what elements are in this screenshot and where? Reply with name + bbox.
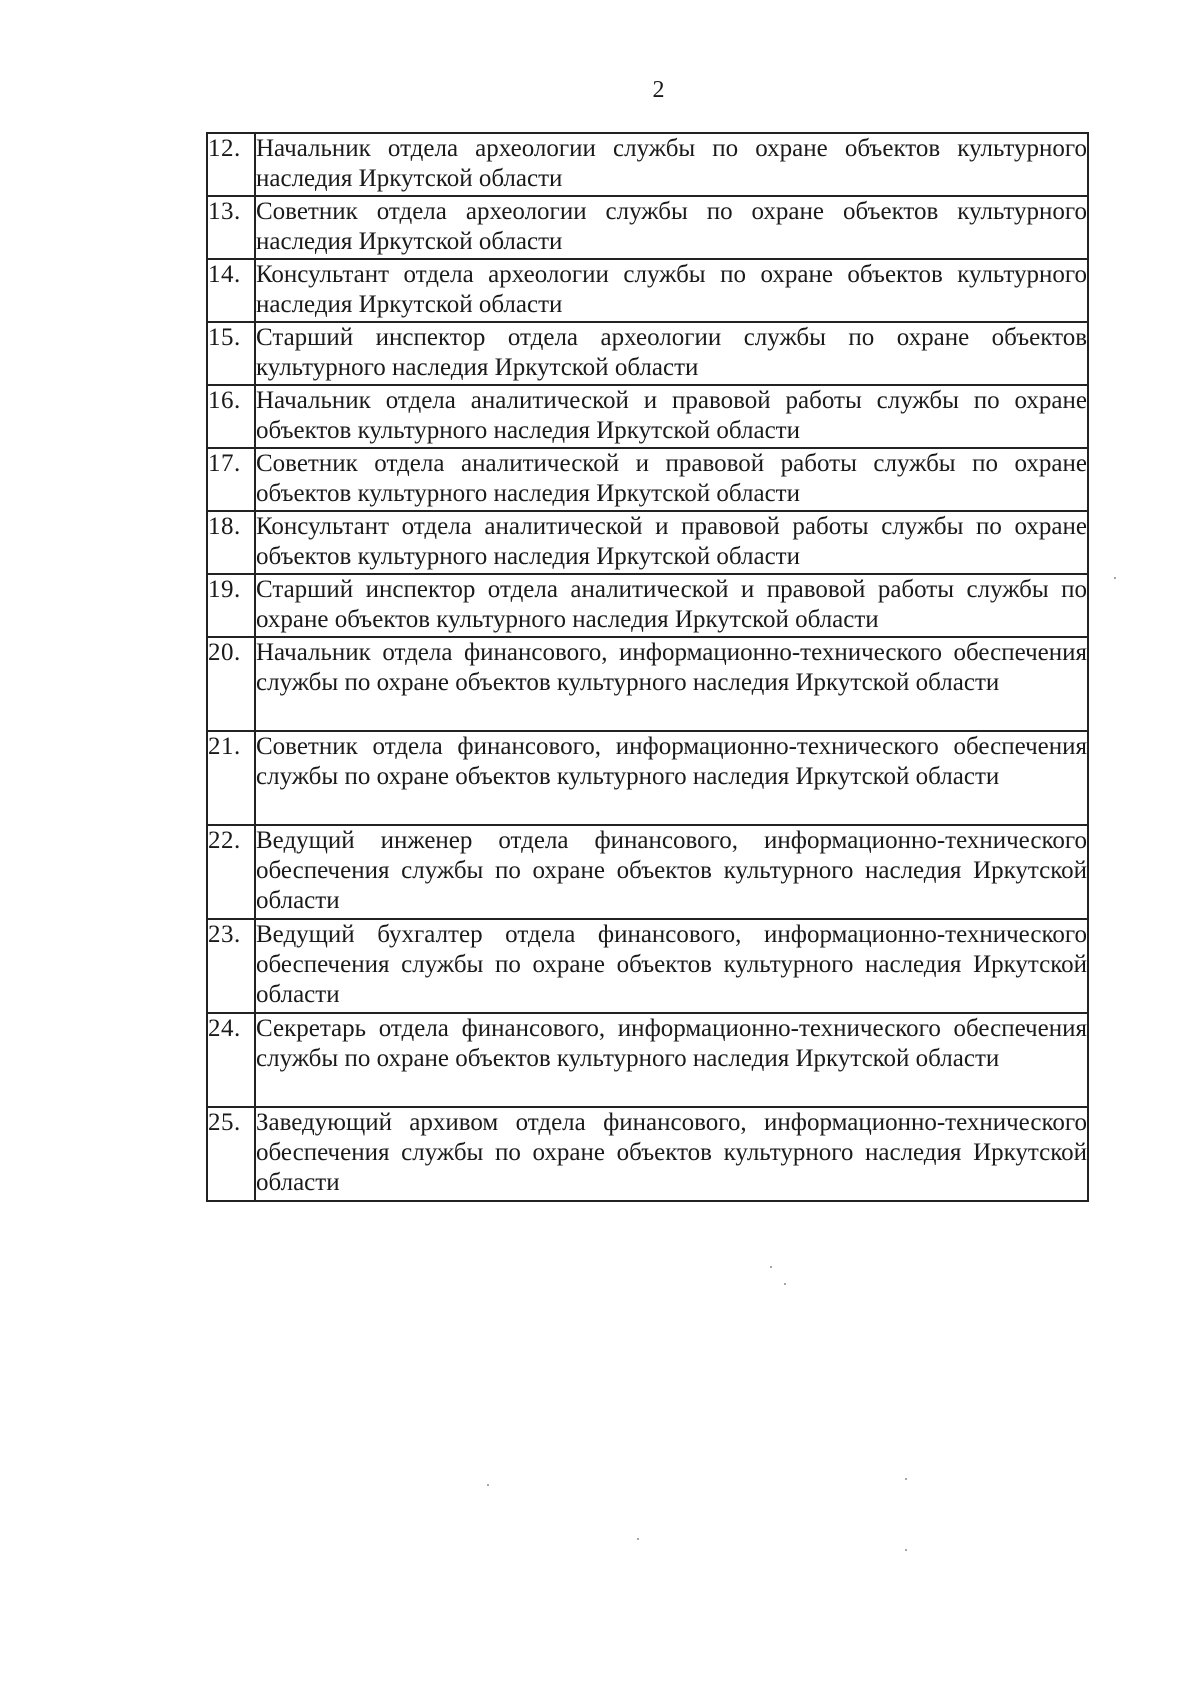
row-number: 20.: [207, 637, 255, 731]
position-title: Заведующий архивом отдела финансового, информационно-технического обеспечения службы по охране объектов культурного наследия Иркутской области: [255, 1107, 1088, 1201]
position-title: Советник отдела археологии службы по охране объектов культурного наследия Иркутской области: [255, 196, 1088, 259]
row-number: 15.: [207, 322, 255, 385]
table-row: [207, 511, 1088, 574]
table-row: [207, 133, 1088, 196]
table-row: [207, 825, 1088, 919]
position-title: Старший инспектор отдела археологии службы по охране объектов культурного наследия Иркутской области: [255, 322, 1088, 385]
scan-speck: [905, 1478, 907, 1480]
page-number: 2: [652, 77, 665, 103]
row-number: 19.: [207, 574, 255, 637]
table-row: [207, 731, 1088, 825]
table-row: [207, 574, 1088, 637]
table-row: [207, 1107, 1088, 1201]
position-title: Советник отдела финансового, информационно-технического обеспечения службы по охране объектов культурного наследия Иркутской области: [255, 731, 1088, 825]
position-title: Начальник отдела аналитической и правовой работы службы по охране объектов культурного наследия Иркутской области: [255, 385, 1088, 448]
table-row: [207, 259, 1088, 322]
position-title: Ведущий инженер отдела финансового, информационно-технического обеспечения службы по охране объектов культурного наследия Иркутской области: [255, 825, 1088, 919]
scan-speck: [784, 1283, 786, 1285]
positions-table: [206, 132, 1089, 1202]
scan-speck: [905, 1549, 907, 1551]
scan-speck: [770, 1266, 772, 1268]
row-number: 25.: [207, 1107, 255, 1201]
scan-speck: [1114, 577, 1116, 579]
row-number: 18.: [207, 511, 255, 574]
position-title: Советник отдела аналитической и правовой работы службы по охране объектов культурного наследия Иркутской области: [255, 448, 1088, 511]
position-title: Секретарь отдела финансового, информационно-технического обеспечения службы по охране объектов культурного наследия Иркутской области: [255, 1013, 1088, 1107]
position-title: Начальник отдела археологии службы по охране объектов культурного наследия Иркутской области: [255, 133, 1088, 196]
row-number: 17.: [207, 448, 255, 511]
table-row: [207, 448, 1088, 511]
row-number: 12.: [207, 133, 255, 196]
position-title: Консультант отдела аналитической и правовой работы службы по охране объектов культурного наследия Иркутской области: [255, 511, 1088, 574]
table-row: [207, 637, 1088, 731]
position-title: Старший инспектор отдела аналитической и правовой работы службы по охране объектов культурного наследия Иркутской области: [255, 574, 1088, 637]
position-title: Начальник отдела финансового, информационно-технического обеспечения службы по охране объектов культурного наследия Иркутской области: [255, 637, 1088, 731]
scan-speck: [487, 1484, 489, 1486]
row-number: 24.: [207, 1013, 255, 1107]
row-number: 21.: [207, 731, 255, 825]
table-row: [207, 919, 1088, 1013]
position-title: Консультант отдела археологии службы по охране объектов культурного наследия Иркутской области: [255, 259, 1088, 322]
row-number: 13.: [207, 196, 255, 259]
row-number: 16.: [207, 385, 255, 448]
row-number: 22.: [207, 825, 255, 919]
table-row: [207, 322, 1088, 385]
table-row: [207, 1013, 1088, 1107]
table-row: [207, 196, 1088, 259]
table-row: [207, 385, 1088, 448]
scan-speck: [637, 1538, 639, 1540]
row-number: 14.: [207, 259, 255, 322]
row-number: 23.: [207, 919, 255, 1013]
position-title: Ведущий бухгалтер отдела финансового, информационно-технического обеспечения службы по охране объектов культурного наследия Иркутской области: [255, 919, 1088, 1013]
